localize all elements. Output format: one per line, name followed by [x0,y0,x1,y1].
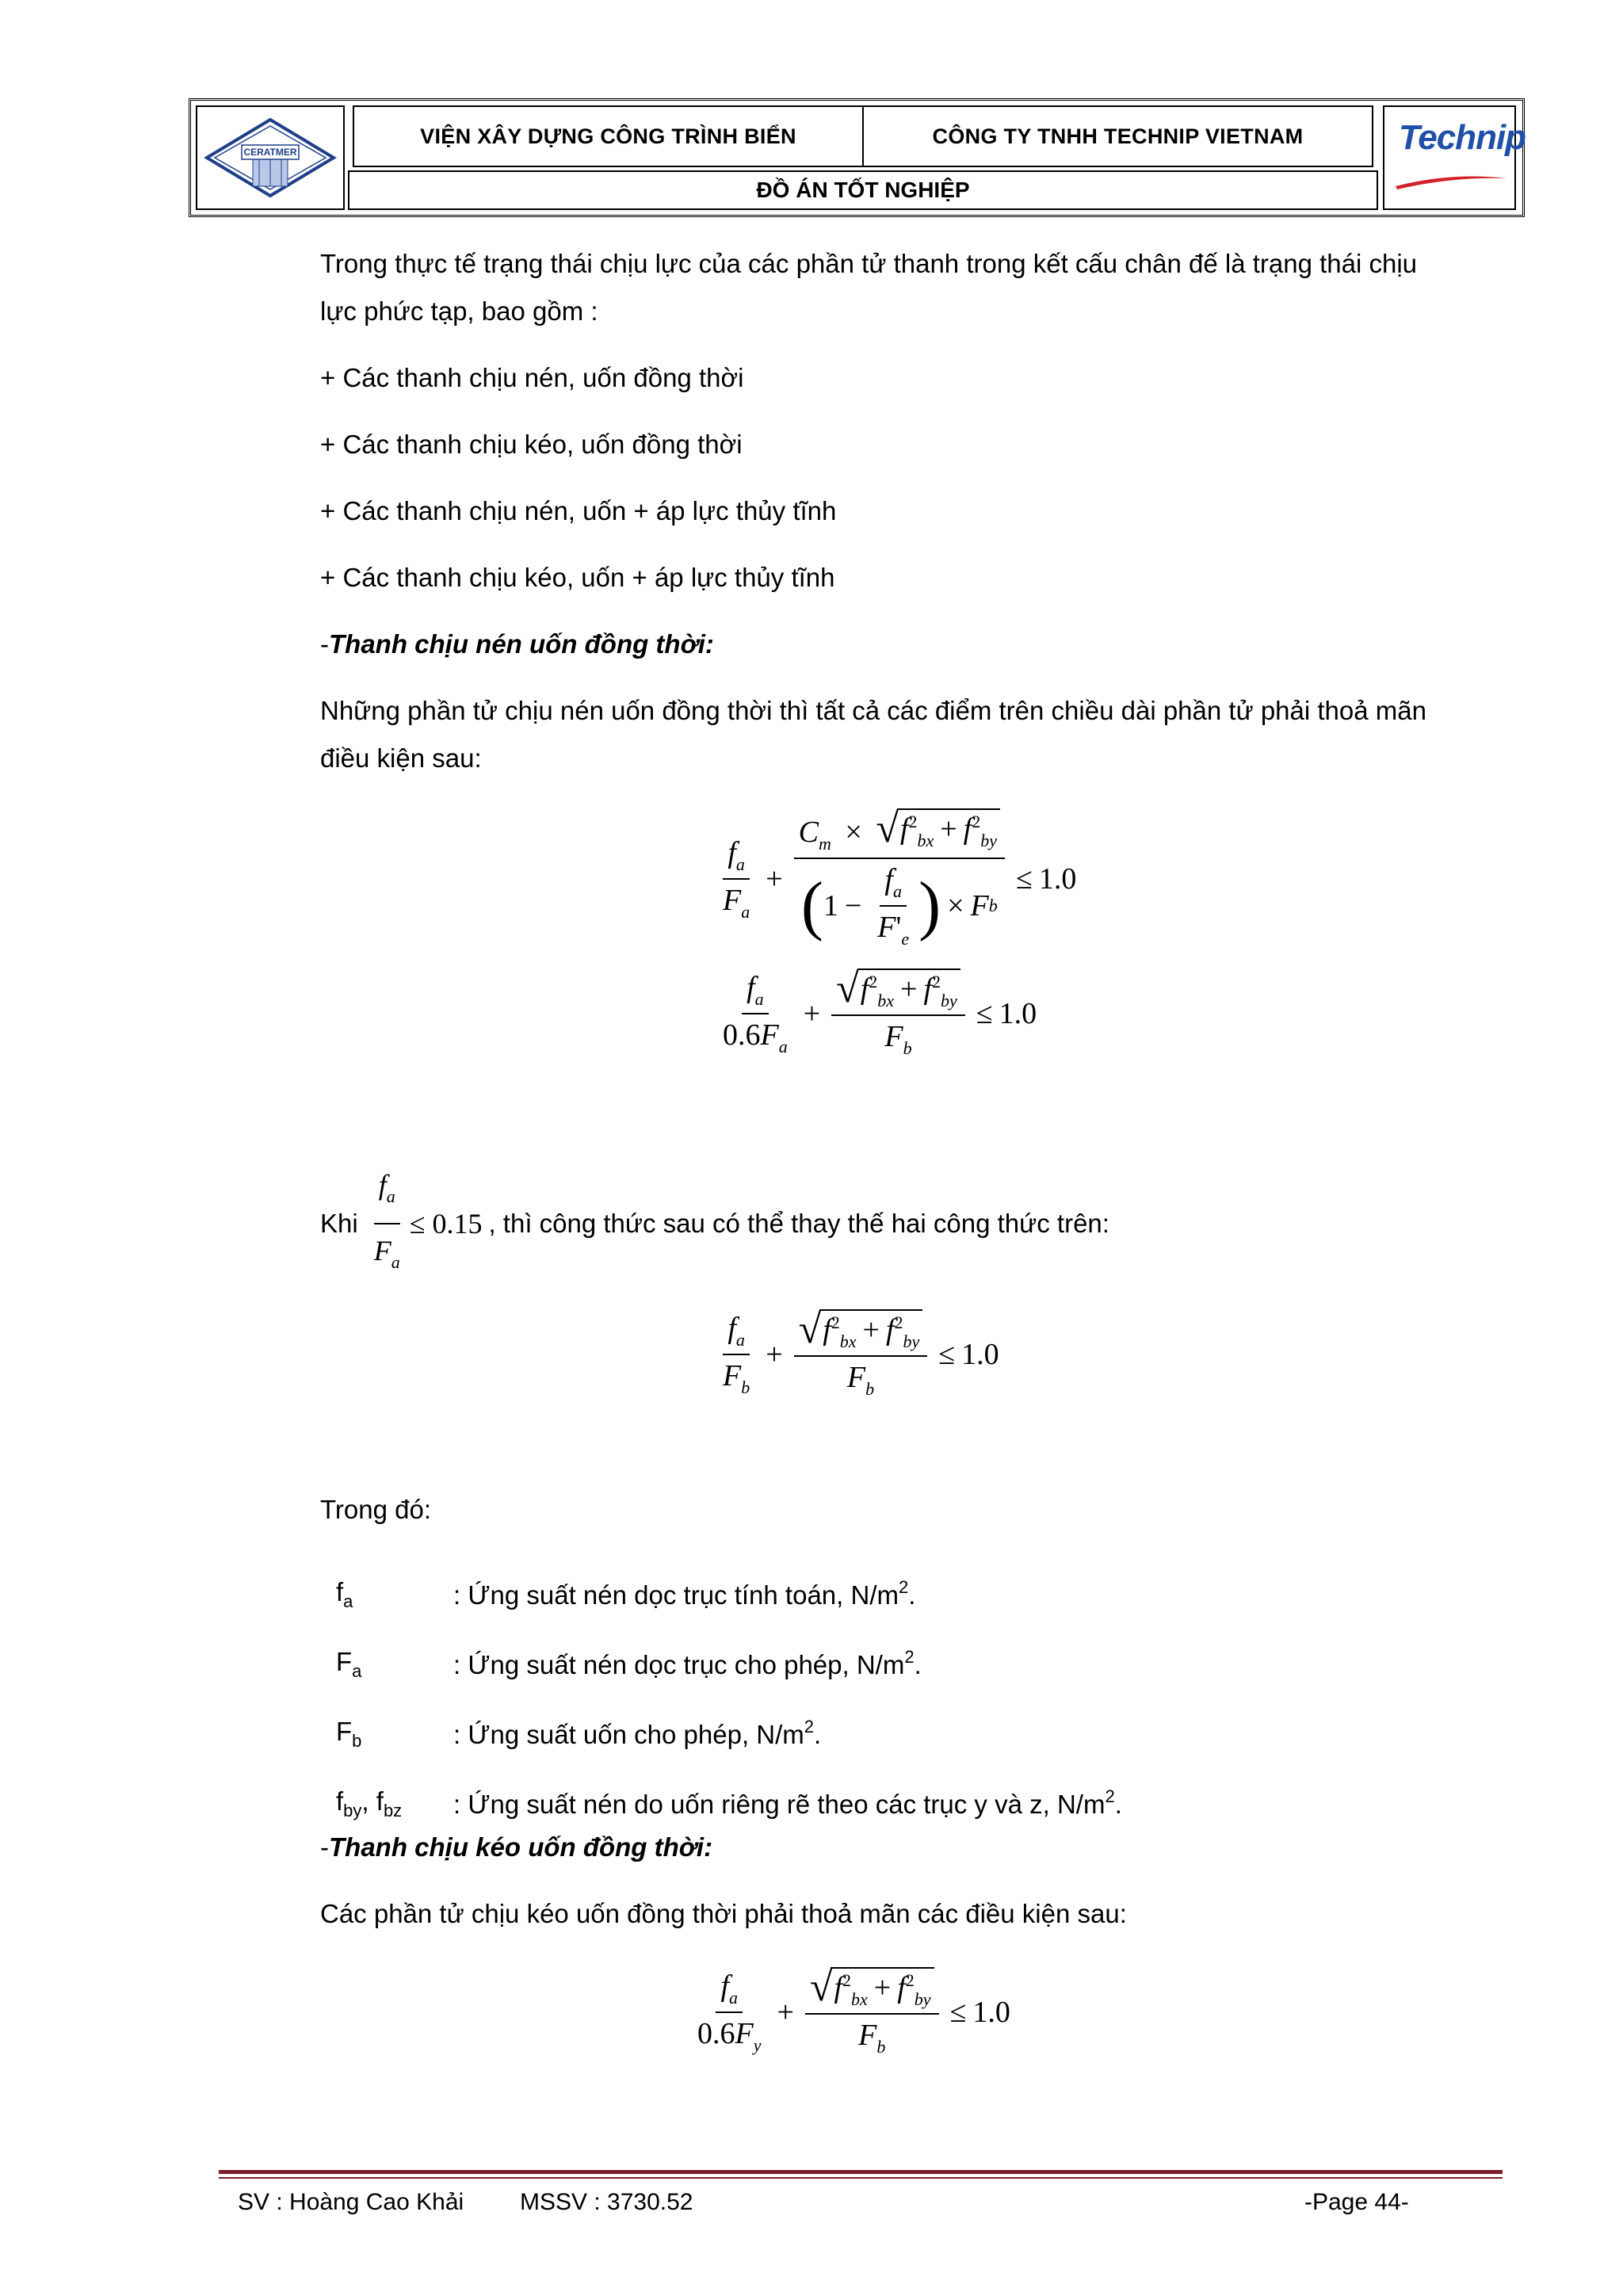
footer-student: SV : Hoàng Cao Khải [238,2189,464,2215]
definition-text: : Ứng suất nén do uốn riêng rẽ theo các trục y và z, $N/m^2$. [453,1786,1122,1819]
bullet-item: + Các thanh chịu nén, uốn + áp lực thủy tĩnh [320,496,837,525]
ceratmer-logo-icon [197,107,343,208]
formula-1: $\frac{f_a}{F_a}$ + $C_m$ × √ $f^2_{bx} + f^2_{by}$ ( 1 − $\frac{f_a}{F'_e}$ ) × F b ≤ 1.0 [723,806,1077,949]
definition-symbol: $f_a$ [336,1577,353,1611]
bullet-item: + Các thanh chịu kéo, uốn + áp lực thủy tĩnh [320,563,835,592]
definition-text: : Ứng suất uốn cho phép, $N/m^2$. [453,1717,822,1749]
company-name: CÔNG TY TNHH TECHNIP VIETNAM [862,107,1372,166]
intro-line-1: Trong thực tế trạng thái chịu lực của các phần tử thanh trong kết cấu chân đế là trạng thái chịu [320,249,1418,278]
technip-logo-text: Technip [1399,118,1526,157]
footer-student-id: MSSV : 3730.52 [520,2189,693,2215]
section1-para-line-2: điều kiện sau: [320,743,482,773]
svg-text:CERATMER: CERATMER [243,147,297,158]
section-heading-tension: -Thanh chịu kéo uốn đồng thời: [320,1832,713,1862]
definition-symbol: $F_b$ [336,1717,362,1751]
intro-line-2: lực phức tạp, bao gồm : [320,296,598,326]
technip-logo [1383,105,1526,210]
bullet-item: + Các thanh chịu nén, uốn đồng thời [320,363,744,392]
definition-text: : Ứng suất nén dọc trục cho phép, $N/m^2$. [453,1647,922,1679]
definition-symbol: $f_{by}$, $f_{bz}$ [336,1786,403,1820]
institute-name: VIỆN XÂY DỰNG CÔNG TRÌNH BIỂN [420,124,796,148]
page-header [189,98,1525,217]
definition-symbol: $F_a$ [336,1647,362,1681]
document-type: ĐỒ ÁN TỐT NGHIỆP [348,170,1378,210]
formula-3: $\frac{f_a}{F_b}$ + √ $f^2_{bx} + f^2_{by}$ $F_b$ ≤ 1.0 [723,1307,999,1399]
formula-4: $\frac{f_a}{0.6F_y}$ + √ $f^2_{bx} + f^2_{by}$ $F_b$ ≤ 1.0 [697,1965,1010,2057]
bullet-item: + Các thanh chịu kéo, uốn đồng thời [320,430,743,459]
condition-line: Khi $\frac{f_a}{F_a}$ ≤ 0.15 , thì công thức sau có thể thay thế hai công thức trên: [320,1162,1509,1286]
condition-formula: $\frac{f_a}{F_a}$ ≤ 0.15 [365,1162,483,1286]
section1-para-line-1: Những phần tử chịu nén uốn đồng thời thì tất cả các điểm trên chiều dài phần tử phải thoả mãn [320,696,1426,725]
footer-page-number: -Page 44- [1304,2189,1409,2215]
section-heading-compression: -Thanh chịu nén uốn đồng thời: [320,629,714,659]
formula-2: $\frac{f_a}{0.6F_a}$ + √ $f^2_{bx} + f^2_{by}$ $F_b$ ≤ 1.0 [723,966,1037,1058]
definition-text: : Ứng suất nén dọc trục tính toán, $N/m^2$. [453,1577,916,1610]
footer-rule [219,2170,1503,2174]
header-titles [353,105,1373,167]
section2-para: Các phần tử chịu kéo uốn đồng thời phải thoả mãn các điều kiện sau: [320,1899,1127,1928]
trong-do-label: Trong đó: [320,1495,432,1524]
technip-swoosh-icon [1388,166,1514,197]
ceratmer-logo [196,105,345,210]
footer-rule-thin [219,2177,1503,2179]
section-title: Thanh chịu nén uốn đồng thời: [329,629,714,659]
section-title: Thanh chịu kéo uốn đồng thời: [329,1832,713,1862]
